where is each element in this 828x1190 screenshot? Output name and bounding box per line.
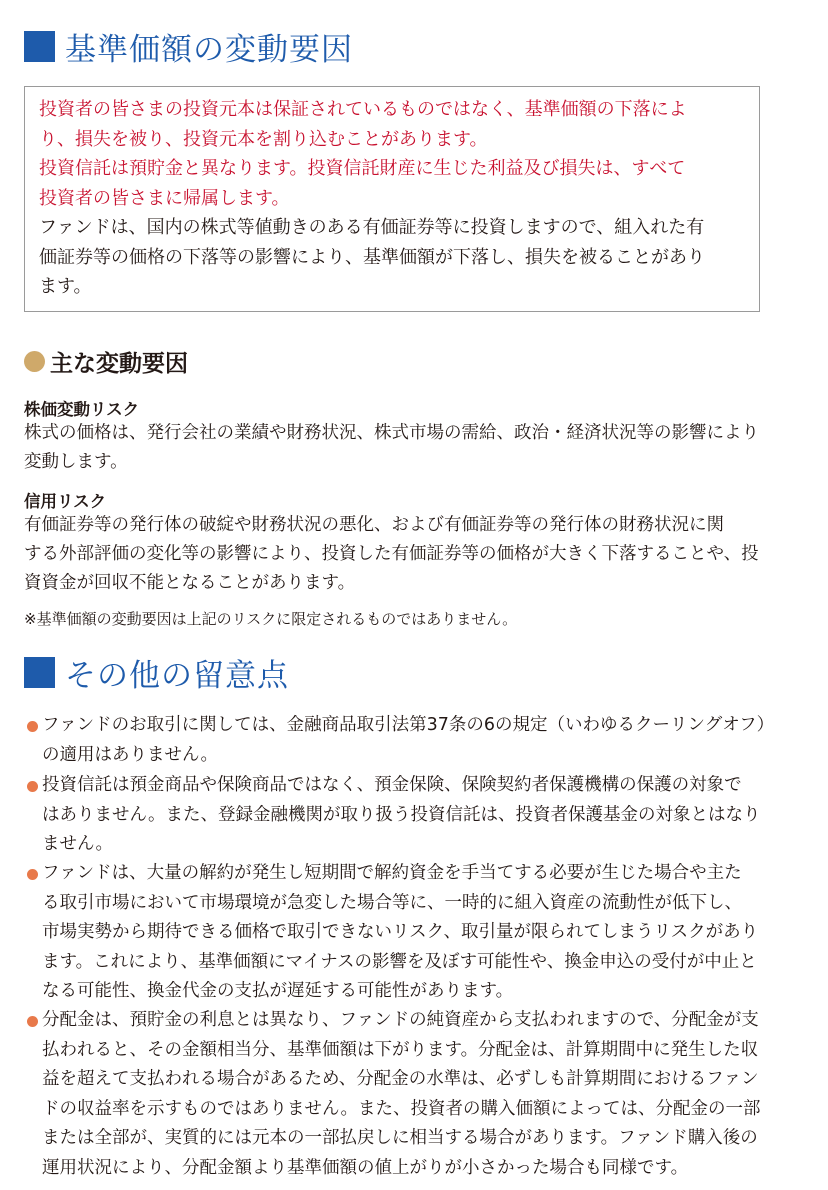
risk-title-stock: 株価変動リスク [24,400,140,419]
section-heading-fluctuation [24,26,353,66]
section-title: 基準価額の変動要因 [65,31,353,68]
notice-body-text: ファンドは、国内の株式等値動きのある有価証券等に投資しますので、組入れた有 価証券等の価格の下落等の影響により、基準価額が下落し、損失を被ることがあり ます。 [39,217,705,297]
heading-square-icon [24,31,55,62]
list-item [24,771,784,860]
footnote: ※基準価額の変動要因は上記のリスクに限定されるものではありません。 [24,610,518,628]
list-item-text: 分配金は、預貯金の利息とは異なり、ファンドの純資産から支払われますので、分配金が支 払われると、その金額相当分、基準価額は下がります。分配金は、計算期間中に発生した収 益を超えて支払われる場合があるため、分配金の水準は、必ずしも計算期間におけるファン ドの収益率を示すものではありません。また、投資者の購入価額によっては、分配金の一部 または全部が、実質的には元本の一部払戻しに相当する場合があります。ファンド購入後の 運用状況により、分配金額より基準価額の値上がりが小さかった場合も同様です。 [42,1010,761,1178]
notice-warning-text: 投資者の皆さまの投資元本は保証されているものではなく、基準価額の下落によ り、損失を被り、投資元本を割り込むことがあります。 投資信託は預貯金と異なります。投資信託財産に生じた利益及び損失は、すべて 投資者の皆さまに帰属します。 [39,99,687,209]
risk-title-credit: 信用リスク [24,492,107,511]
list-item [24,1006,784,1183]
section-title: その他の留意点 [65,657,289,694]
heading-square-icon [24,657,55,688]
list-item-text: 投資信託は預金商品や保険商品ではなく、預金保険、保険契約者保護機構の保護の対象で はありません。また、登録金融機関が取り扱う投資信託は、投資者保護基金の対象とはなり ません。 [42,775,761,854]
circle-bullet-icon [24,351,45,372]
bullet-dot-icon [27,869,38,880]
bullet-dot-icon [27,721,38,732]
risk-body-stock: 株式の価格は、発行会社の業績や財務状況、株式市場の需給、政治・経済状況等の影響により 変動します。 [24,423,759,472]
bullet-dot-icon [27,781,38,792]
main-factors-title: 主な変動要因 [50,350,188,377]
risk-body-credit: 有価証券等の発行体の破綻や財務状況の悪化、および有価証券等の発行体の財務状況に関 する外部評価の変化等の影響により、投資した有価証券等の価格が大きく下落することや、投 資資金が回収不能となることがあります。 [24,515,759,593]
list-item-text: ファンドは、大量の解約が発生し短期間で解約資金を手当てする必要が生じた場合や主た る取引市場において市場環境が急変した場合等に、一時的に組入資産の流動性が低下し、 市場実勢から期待できる価格で取引できないリスク、取引量が限られてしまうリスクがあり ます。これにより、基準価額にマイナスの影響を及ぼす可能性や、換金申込の受付が中止と なる可能性、換金代金の支払が遅延する可能性があります。 [42,863,759,1001]
list-item [24,859,784,1007]
principal-notice-box [24,86,760,312]
bullet-dot-icon [27,1016,38,1027]
list-item [24,711,784,770]
main-factors-heading [24,344,188,378]
section-heading-other-notes [24,652,289,692]
list-item-text: ファンドのお取引に関しては、金融商品取引法第37条の6の規定（いわゆるクーリングオフ） の適用はありません。 [42,715,775,765]
